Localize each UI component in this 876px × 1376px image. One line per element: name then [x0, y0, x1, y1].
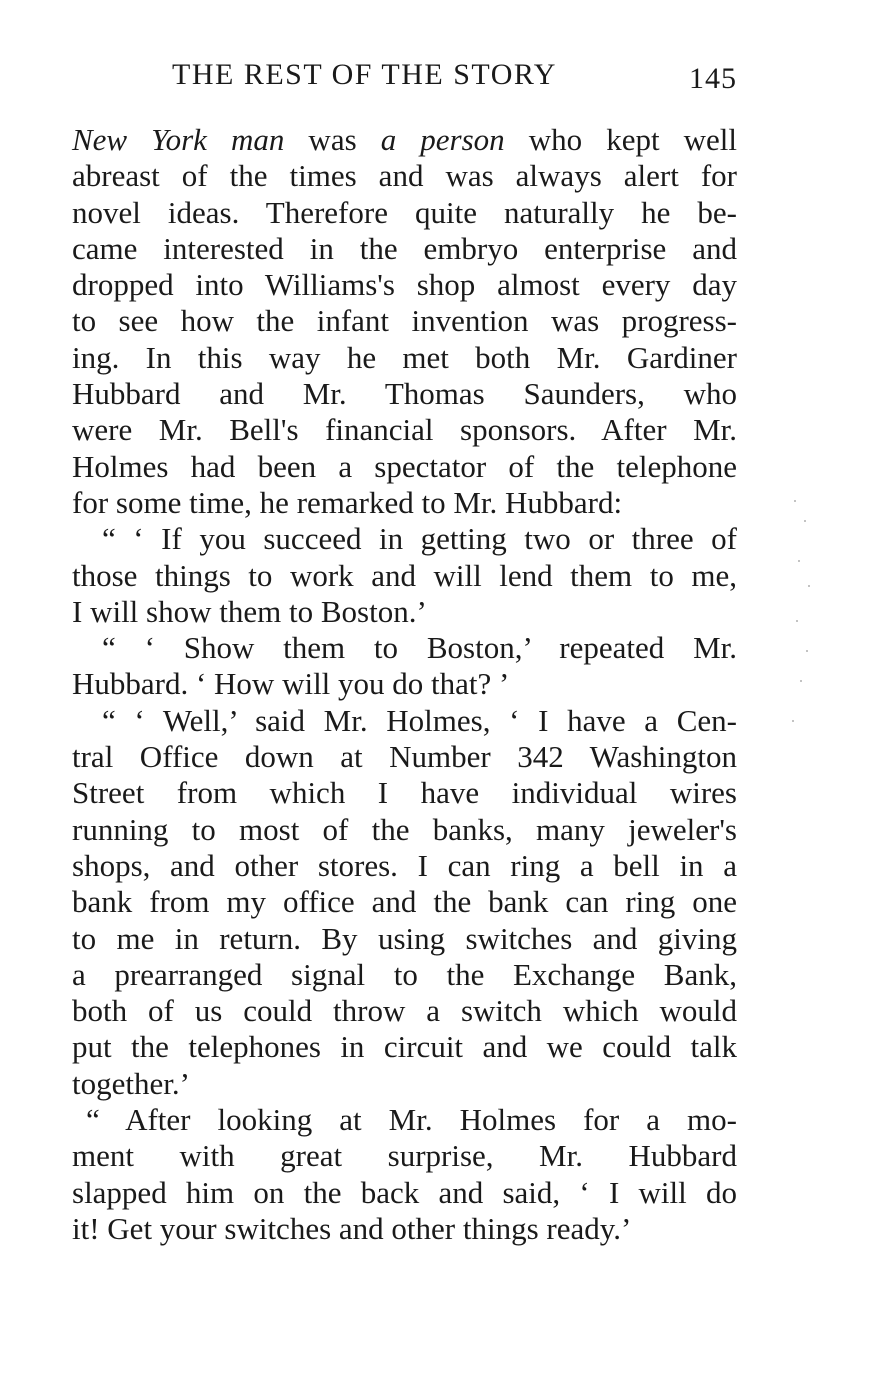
text-line: those things to work and will lend them to me,	[72, 557, 737, 593]
body-text	[72, 122, 737, 1247]
running-head	[72, 58, 737, 98]
running-title: THE REST OF THE STORY	[172, 58, 557, 91]
text-line: Hubbard and Mr. Thomas Saunders, who	[72, 376, 737, 412]
text-line: were Mr. Bell's financial sponsors. After Mr.	[72, 412, 737, 448]
text-line: for some time, he remarked to Mr. Hubbard:	[72, 484, 623, 520]
speck	[800, 680, 802, 682]
text-fragment: who kept well	[504, 122, 738, 157]
text-line: together.’	[72, 1065, 190, 1101]
text-line: tral Office down at Number 342 Washington	[72, 739, 737, 775]
text-line: to me in return. By using switches and giving	[72, 920, 737, 956]
speck	[806, 650, 808, 652]
text-line: put the telephones in circuit and we could talk	[72, 1029, 737, 1065]
text-line: dropped into Williams's shop almost every day	[72, 267, 737, 303]
text-line: “ ‘ If you succeed in getting two or three of	[102, 521, 737, 557]
text-line: “ After looking at Mr. Holmes for a mo-	[86, 1102, 737, 1138]
margin-specks	[790, 490, 820, 770]
text-line: I will show them to Boston.’	[72, 593, 427, 629]
text-line: it! Get your switches and other things ready.’	[72, 1210, 632, 1246]
text-line: “ ‘ Well,’ said Mr. Holmes, ‘ I have a Cen-	[102, 702, 737, 738]
italic-phrase: New York man	[72, 122, 285, 157]
text-line: slapped him on the back and said, ‘ I will do	[72, 1174, 737, 1210]
text-line: both of us could throw a switch which would	[72, 993, 737, 1029]
text-line: Hubbard. ‘ How will you do that? ’	[72, 666, 510, 702]
text-line: came interested in the embryo enterprise and	[72, 230, 737, 266]
speck	[796, 620, 798, 622]
speck	[792, 720, 794, 722]
text-line: running to most of the banks, many jeweler's	[72, 811, 737, 847]
text-line: ing. In this way he met both Mr. Gardiner	[72, 339, 737, 375]
text-line: abreast of the times and was always alert for	[72, 158, 737, 194]
page-number: 145	[689, 62, 737, 95]
speck	[794, 500, 796, 502]
text-line: ment with great surprise, Mr. Hubbard	[72, 1138, 737, 1174]
speck	[804, 520, 806, 522]
text-line: to see how the infant invention was progress-	[72, 303, 737, 339]
text-fragment: was	[284, 122, 381, 157]
text-line: a prearranged signal to the Exchange Bank,	[72, 956, 737, 992]
speck	[808, 585, 810, 587]
text-line: “ ‘ Show them to Boston,’ repeated Mr.	[102, 630, 737, 666]
speck	[798, 560, 800, 562]
text-line: shops, and other stores. I can ring a bell in a	[72, 847, 737, 883]
italic-phrase: a person	[380, 122, 505, 157]
text-line: Street from which I have individual wires	[72, 775, 737, 811]
text-line: Holmes had been a spectator of the telephone	[72, 448, 737, 484]
text-line	[72, 122, 737, 158]
text-line: bank from my office and the bank can ring one	[72, 884, 737, 920]
text-line: novel ideas. Therefore quite naturally he be-	[72, 194, 737, 230]
